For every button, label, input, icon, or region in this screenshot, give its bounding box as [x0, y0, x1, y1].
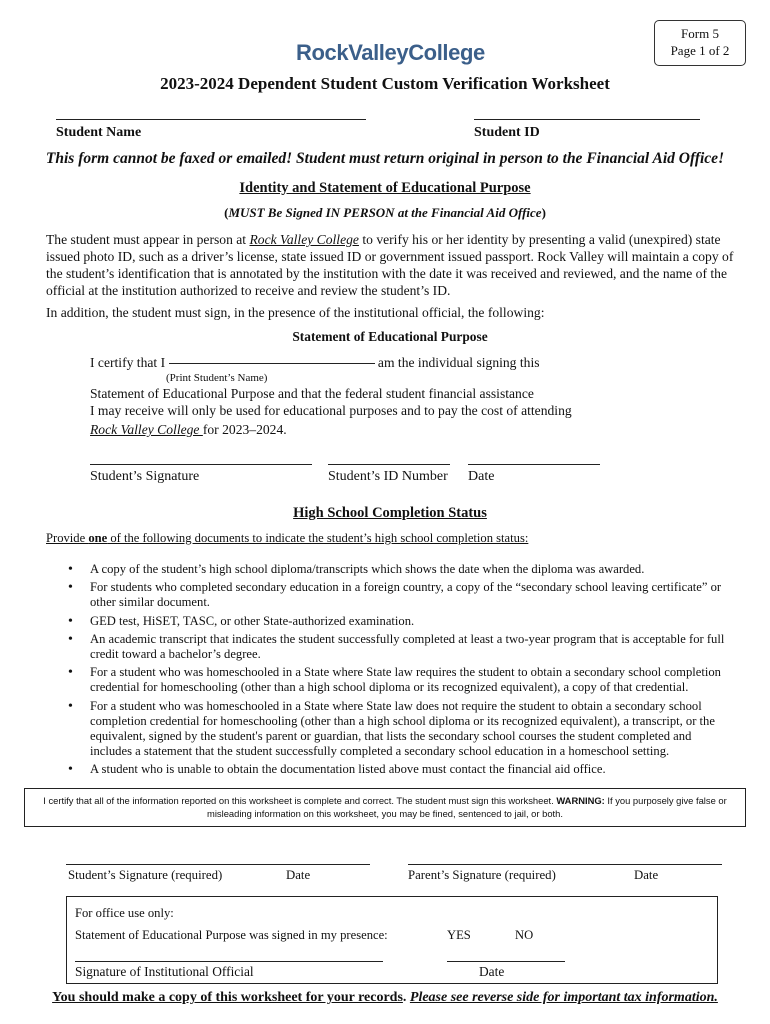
official-date-label: Date [479, 964, 505, 979]
official-date-field[interactable] [447, 961, 565, 962]
hs-heading: High School Completion Status [293, 505, 487, 521]
page-title: 2023-2024 Dependent Student Custom Verification Worksheet [160, 74, 610, 93]
statement-date-field[interactable] [468, 464, 600, 465]
copy-note: You should make a copy of this worksheet for your records [52, 990, 403, 1005]
parent-signature-date-label: Date [634, 868, 659, 882]
form-number-box [654, 20, 746, 66]
statement-block: I certify that I am the individual signing this (Print Student’s Name) Statement of Educational Purpose and that the federal student financial assistance I may receive will only be used for educational purposes and to pay the cost of attending Rock Valley College for 2023–2024. [90, 354, 710, 438]
list-item: • A copy of the student’s high school diploma/transcripts which shows the date when the diploma was awarded. [46, 562, 730, 577]
statement-date-label: Date [468, 469, 495, 484]
student-id-number-label: Student’s ID Number [328, 469, 448, 484]
student-name-field[interactable] [56, 119, 366, 120]
student-signature-label: Student’s Signature [90, 469, 200, 484]
list-item: • For a student who was homeschooled in a State where State law does not require the student to obtain a secondary school completion credential for homeschooling (other than a high school diploma or its recognized equivalent), a transcript, or the equivalent, signed by the student's parent or guardian, that lists the secondary school courses the student completed and includes a statement that the student successfully completed a secondary school education in a homeschool setting. [46, 699, 730, 760]
student-required-signature-label: Student’s Signature (required) [68, 868, 223, 882]
parent-signature-field[interactable] [408, 864, 722, 865]
list-item: • An academic transcript that indicates the student successfully completed at least a two-year program that is acceptable for full credit toward a bachelor’s degree. [46, 632, 730, 662]
hs-document-list [46, 562, 730, 781]
office-use-box [66, 896, 718, 984]
list-item: • For students who completed secondary education in a foreign country, a copy of the “secondary school leaving certificate” or other similar document. [46, 580, 730, 610]
office-statement: Statement of Educational Purpose was signed in my presence: [75, 928, 388, 942]
list-item: • For a student who was homeschooled in a State where State law requires the student to obtain a secondary school completion credential for homeschooling (other than a high school diploma or its recognized equivalent), a copy of that credential. [46, 665, 730, 695]
print-name-field[interactable] [169, 363, 375, 364]
college-logo: RockValleyCollege [296, 40, 485, 65]
identity-subheading: (MUST Be Signed IN PERSON at the Financial Aid Office) [224, 205, 546, 220]
student-id-field[interactable] [474, 119, 700, 120]
college-link-2[interactable]: Rock Valley College [90, 422, 203, 437]
office-heading: For office use only: [75, 906, 174, 920]
student-signature-date-label: Date [286, 868, 311, 882]
no-fax-warning: This form cannot be faxed or emailed! Student must return original in person to the Financial Aid Office! [45, 150, 725, 167]
office-yes-option[interactable]: YES [447, 928, 471, 942]
page-number: Page 1 of 2 [670, 43, 730, 58]
print-name-hint: (Print Student’s Name) [166, 372, 268, 384]
official-signature-label: Signature of Institutional Official [75, 964, 254, 979]
student-id-label: Student ID [474, 125, 540, 140]
identity-paragraph: The student must appear in person at Rock Valley College to verify his or her identity by presenting a valid (unexpired) state issued photo ID, such as a driver’s license, state issued ID or government issued passport. Rock Valley will maintain a copy of the student’s identification that is annotated by the institution with the date it was received and reviewed, and the name of the official at the institution authorized to receive and review the student’s ID. [46, 232, 734, 298]
official-signature-field[interactable] [75, 961, 383, 962]
student-id-number-field[interactable] [328, 464, 450, 465]
certification-box: I certify that all of the information reported on this worksheet is complete and correct. The student must sign this worksheet. WARNING: If you purposely give false or misleading information on this worksheet, you may be fined, sentenced to jail, or both. [24, 788, 746, 827]
parent-signature-label: Parent’s Signature (required) [408, 868, 556, 882]
form-number: Form 5 [681, 26, 719, 41]
college-link[interactable]: Rock Valley College [249, 232, 359, 247]
tax-note: Please see reverse side for important tax information. [409, 990, 718, 1005]
student-name-label: Student Name [56, 125, 142, 140]
warning-label: WARNING: [556, 795, 605, 806]
student-signature-field[interactable] [90, 464, 312, 465]
list-item: • GED test, HiSET, TASC, or other State-authorized examination. [46, 614, 730, 629]
statement-heading: Statement of Educational Purpose [292, 329, 488, 344]
identity-heading: Identity and Statement of Educational Purpose [239, 180, 531, 196]
list-item: • A student who is unable to obtain the documentation listed above must contact the financial aid office. [46, 762, 730, 777]
hs-intro: Provide one of the following documents to indicate the student’s high school completion status: [46, 531, 529, 545]
student-required-signature-field[interactable] [66, 864, 370, 865]
footer-note: You should make a copy of this worksheet for your records. Please see reverse side for important tax information. [52, 990, 718, 1005]
office-no-option[interactable]: NO [515, 928, 534, 942]
identity-paragraph-2: In addition, the student must sign, in the presence of the institutional official, the following: [46, 305, 545, 320]
